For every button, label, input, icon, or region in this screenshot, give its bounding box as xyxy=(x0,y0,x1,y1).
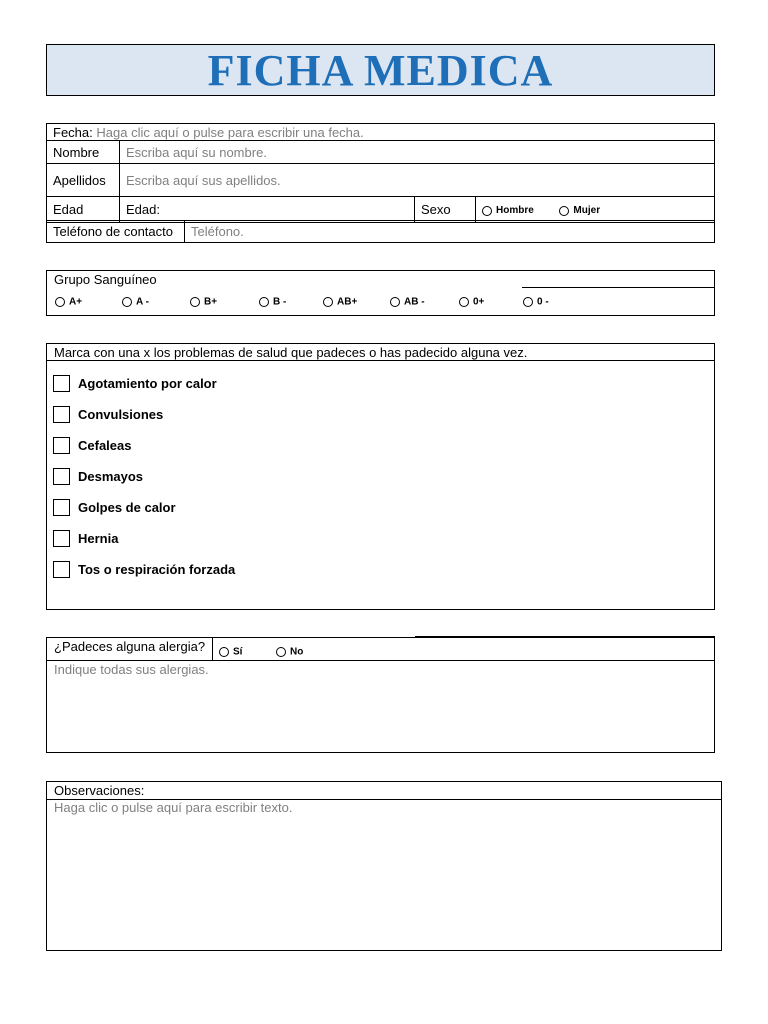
apellidos-label: Apellidos xyxy=(47,164,120,197)
condition-item[interactable] xyxy=(53,499,176,516)
blood-option-b-pos[interactable] xyxy=(190,293,217,311)
blood-group-label: Grupo Sanguíneo xyxy=(54,272,157,287)
checkbox-icon[interactable] xyxy=(53,530,70,547)
fecha-row[interactable] xyxy=(47,124,715,141)
condition-label: Agotamiento por calor xyxy=(78,376,217,392)
allergy-option-label: Sí xyxy=(233,646,243,658)
condition-label: Convulsiones xyxy=(78,407,164,423)
checkbox-icon[interactable] xyxy=(53,468,70,485)
observations-input[interactable]: Haga clic o pulse aquí para escribir texto. xyxy=(54,800,293,815)
sexo-options xyxy=(476,197,715,223)
page-title: FICHA MEDICA xyxy=(207,45,554,95)
radio-icon[interactable] xyxy=(122,297,132,307)
health-conditions-instruction: Marca con una x los problemas de salud que padeces o has padecido alguna vez. xyxy=(54,345,528,360)
checkbox-icon[interactable] xyxy=(53,375,70,392)
nombre-label: Nombre xyxy=(47,141,120,164)
allergy-question-cell xyxy=(47,638,213,660)
allergy-header xyxy=(47,638,714,661)
blood-option-label: A+ xyxy=(69,296,83,308)
condition-item[interactable] xyxy=(53,375,217,392)
blood-option-a-pos[interactable] xyxy=(55,293,82,311)
telefono-table xyxy=(46,220,715,243)
blood-option-label: 0 - xyxy=(537,296,549,308)
radio-icon[interactable] xyxy=(459,297,469,307)
allergy-option-no[interactable] xyxy=(276,643,303,661)
checkbox-icon[interactable] xyxy=(53,499,70,516)
radio-icon[interactable] xyxy=(482,206,492,216)
checkbox-icon[interactable] xyxy=(53,437,70,454)
edad-input[interactable]: Edad: xyxy=(120,197,415,223)
sexo-mujer-label: Mujer xyxy=(573,205,601,217)
allergy-option-label: No xyxy=(290,646,304,658)
radio-icon[interactable] xyxy=(559,206,569,216)
edad-label: Edad xyxy=(47,197,120,223)
radio-icon[interactable] xyxy=(523,297,533,307)
radio-icon[interactable] xyxy=(259,297,269,307)
blood-option-ab-pos[interactable] xyxy=(323,293,357,311)
condition-label: Cefaleas xyxy=(78,438,132,454)
allergy-box xyxy=(46,637,715,753)
blood-option-b-neg[interactable] xyxy=(259,293,286,311)
blood-option-label: A - xyxy=(136,296,149,308)
radio-icon[interactable] xyxy=(276,647,286,657)
blood-option-ab-neg[interactable] xyxy=(390,293,425,311)
radio-icon[interactable] xyxy=(390,297,400,307)
observations-box xyxy=(46,781,722,951)
condition-item[interactable] xyxy=(53,468,143,485)
blood-option-0-pos[interactable] xyxy=(459,293,484,311)
condition-item[interactable] xyxy=(53,437,131,454)
personal-info-table xyxy=(46,123,715,223)
condition-label: Tos o respiración forzada xyxy=(78,562,236,578)
sexo-label: Sexo xyxy=(415,197,476,223)
telefono-input[interactable]: Teléfono. xyxy=(185,221,715,243)
observations-header xyxy=(47,782,721,800)
fecha-input[interactable]: Haga clic aquí o pulse para escribir una fecha. xyxy=(96,124,364,140)
blood-option-label: 0+ xyxy=(473,296,485,308)
health-conditions-header xyxy=(47,344,714,361)
blood-option-0-neg[interactable] xyxy=(523,293,549,311)
allergy-question: ¿Padeces alguna alergia? xyxy=(54,639,206,654)
title-banner xyxy=(46,44,715,96)
apellidos-input[interactable]: Escriba aquí sus apellidos. xyxy=(120,164,715,197)
blood-options xyxy=(55,293,705,307)
condition-item[interactable] xyxy=(53,530,118,547)
condition-item[interactable] xyxy=(53,561,235,578)
fecha-label: Fecha: xyxy=(53,124,93,140)
blood-option-label: B+ xyxy=(204,296,218,308)
sexo-hombre-label: Hombre xyxy=(496,205,534,217)
blood-option-label: AB+ xyxy=(337,296,358,308)
radio-icon[interactable] xyxy=(219,647,229,657)
blood-option-a-neg[interactable] xyxy=(122,293,149,311)
blood-option-label: B - xyxy=(273,296,287,308)
blood-group-box xyxy=(46,270,715,316)
observations-label: Observaciones: xyxy=(54,783,145,798)
sexo-option-hombre[interactable] xyxy=(482,202,534,217)
radio-icon[interactable] xyxy=(190,297,200,307)
condition-label: Hernia xyxy=(78,531,119,547)
condition-label: Golpes de calor xyxy=(78,500,176,516)
sexo-option-mujer[interactable] xyxy=(559,202,600,217)
telefono-label: Teléfono de contacto xyxy=(47,221,185,243)
allergy-option-si[interactable] xyxy=(219,643,242,661)
radio-icon[interactable] xyxy=(323,297,333,307)
checkbox-icon[interactable] xyxy=(53,561,70,578)
blood-header-divider xyxy=(522,287,715,288)
condition-label: Desmayos xyxy=(78,469,144,485)
condition-item[interactable] xyxy=(53,406,163,423)
nombre-input[interactable]: Escriba aquí su nombre. xyxy=(120,141,715,164)
radio-icon[interactable] xyxy=(55,297,65,307)
checkbox-icon[interactable] xyxy=(53,406,70,423)
allergy-input[interactable]: Indique todas sus alergias. xyxy=(54,662,209,677)
blood-option-label: AB - xyxy=(404,296,425,308)
